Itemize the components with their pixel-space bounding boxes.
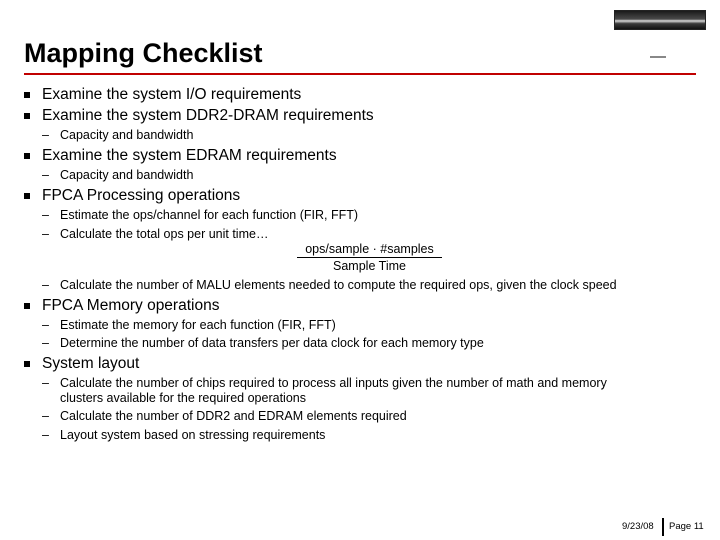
dash-bullet-icon: –	[42, 208, 49, 222]
bullet-text: FPCA Memory operations	[42, 297, 220, 314]
sub-bullet-text: Estimate the ops/channel for each function (FIR, FFT)	[60, 208, 359, 222]
bullet-item	[42, 107, 374, 125]
formula-numerator: ops/sample · #samples	[297, 242, 442, 258]
sub-bullet-item	[42, 208, 359, 222]
bullet-text: System layout	[42, 355, 140, 372]
bullet-item	[42, 187, 240, 205]
dash-bullet-icon: –	[42, 278, 49, 292]
square-bullet-icon	[24, 153, 30, 159]
sub-bullet-continuation	[60, 391, 306, 405]
sub-bullet-text: Capacity and bandwidth	[60, 168, 194, 182]
bullet-text: FPCA Processing operations	[42, 187, 241, 204]
sub-bullet-text: Calculate the number of DDR2 and EDRAM elements required	[60, 409, 407, 423]
bullet-item	[42, 355, 139, 373]
sub-bullet-text: Calculate the number of MALU elements needed to compute the required ops, given the clock speed	[60, 278, 617, 292]
sub-bullet-text: clusters available for the required operations	[60, 391, 306, 405]
sub-bullet-item	[42, 227, 269, 241]
sub-bullet-text: Determine the number of data transfers per data clock for each memory type	[60, 336, 484, 350]
dash-bullet-icon: –	[42, 336, 49, 350]
dash-bullet-icon: –	[42, 376, 49, 390]
dash-bullet-icon: –	[42, 168, 49, 182]
company-logo	[614, 10, 706, 30]
dash-bullet-icon: –	[42, 409, 49, 423]
bullet-text: Examine the system I/O requirements	[42, 86, 302, 103]
sub-bullet-text: Estimate the memory for each function (FIR, FFT)	[60, 318, 336, 332]
sub-bullet-item	[42, 318, 336, 332]
dash-bullet-icon: –	[42, 428, 49, 442]
sub-bullet-item	[42, 278, 617, 292]
bullet-item	[42, 86, 301, 104]
dash-bullet-icon: –	[42, 227, 49, 241]
logo-mark	[650, 56, 666, 58]
sub-bullet-item	[42, 409, 407, 423]
square-bullet-icon	[24, 361, 30, 367]
sub-bullet-text: Capacity and bandwidth	[60, 128, 194, 142]
dash-bullet-icon: –	[42, 318, 49, 332]
square-bullet-icon	[24, 303, 30, 309]
bullet-item	[42, 297, 219, 315]
square-bullet-icon	[24, 113, 30, 119]
sub-bullet-text: Layout system based on stressing requirements	[60, 428, 326, 442]
footer-page-number: Page 11	[669, 521, 704, 532]
square-bullet-icon	[24, 92, 30, 98]
square-bullet-icon	[24, 193, 30, 199]
sub-bullet-text: Calculate the total ops per unit time…	[60, 227, 269, 241]
sub-bullet-text: Calculate the number of chips required to process all inputs given the number of math and memory	[60, 376, 607, 390]
title-rule	[24, 73, 696, 75]
sub-bullet-item	[42, 376, 607, 390]
sub-bullet-item	[42, 168, 194, 182]
sub-bullet-item	[42, 128, 194, 142]
formula-denominator: Sample Time	[333, 259, 406, 273]
sub-bullet-item	[42, 428, 326, 442]
bullet-item	[42, 147, 337, 165]
dash-bullet-icon: –	[42, 128, 49, 142]
footer-divider	[662, 518, 664, 536]
bullet-text: Examine the system DDR2-DRAM requirements	[42, 107, 374, 124]
bullet-text: Examine the system EDRAM requirements	[42, 147, 337, 164]
footer-date: 9/23/08	[622, 521, 654, 532]
page-title: Mapping Checklist	[24, 38, 263, 68]
sub-bullet-item	[42, 336, 484, 350]
